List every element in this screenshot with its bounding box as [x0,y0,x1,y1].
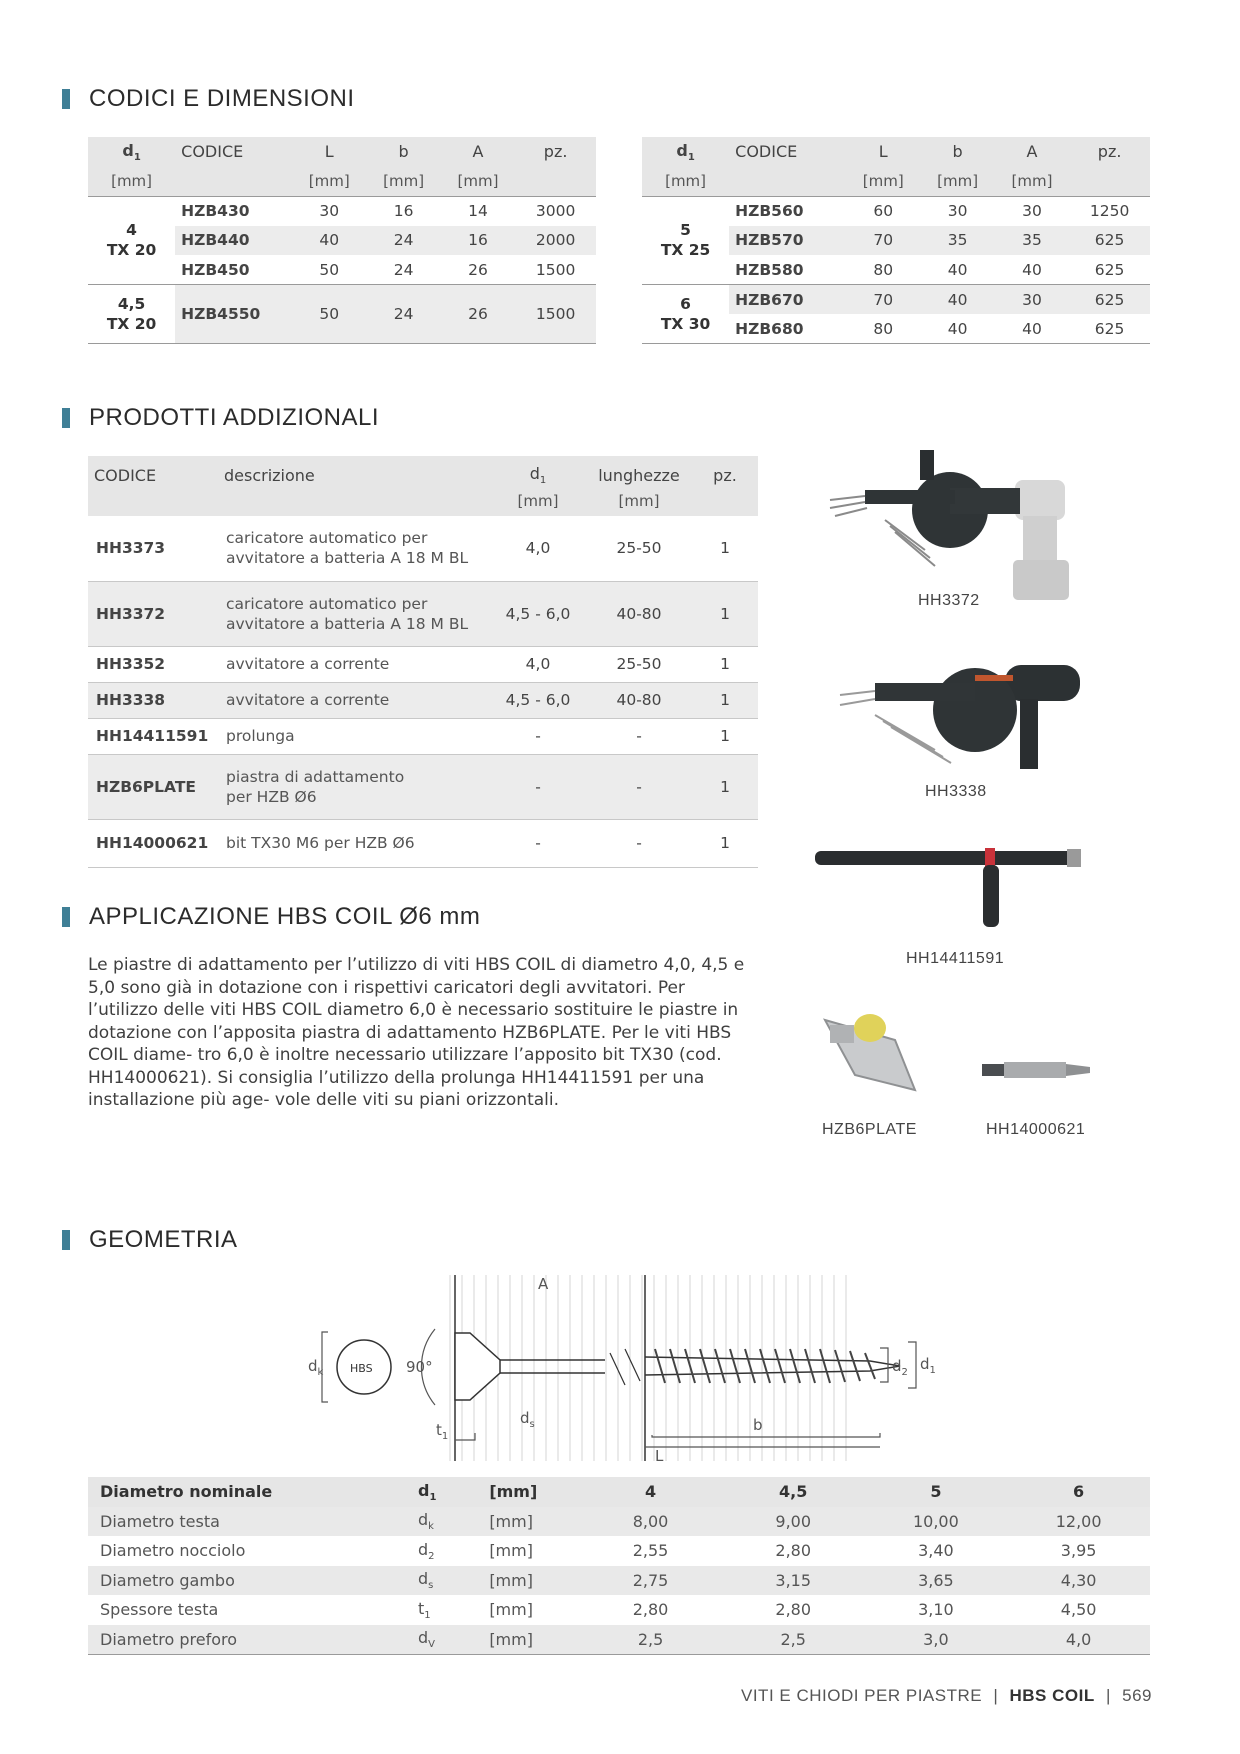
row-sym: $t_1$ [417,1598,431,1621]
row-sym: $d_2$ [417,1539,435,1562]
unit-d1: [mm] [517,492,559,511]
row-value: 3,95 [1060,1541,1097,1561]
d1-group: 6 TX 30 [642,285,729,344]
product-image-hh3372 [825,450,1075,605]
section-title-geometry [62,1226,238,1254]
unit-b: [mm] [937,172,979,190]
b-cell: 30 [920,196,994,226]
table-row [642,285,1150,315]
unit-d1: [mm] [111,172,153,190]
code-cell: HZB670 [729,285,846,315]
unit-L: [mm] [308,172,350,190]
geometry-header-sym: $d_1$ [417,1480,437,1503]
table-row [88,819,758,867]
row-value: 12,00 [1007,1507,1150,1537]
svg-text:A: A [538,1275,549,1293]
col-b: b [398,142,409,162]
pz-cell: 2000 [515,226,596,256]
application-paragraph: Le piastre di adattamento per l’utilizzo di viti HBS COIL di diametro 4,0, 4,5 e 5,0 sono già in dotazione con i rispettivi caricatori degli avvitatori. Per l’utilizzo delle viti HBS COIL diametro 6,0 è necessario sostituire le piastre in dotazione con l’apposita piastra di adattamento HZB6PLATE. Per le viti HBS COIL diame- tro 6,0 è inoltre necessario utilizzare l’apposito bit TX30 (cod. HH14000621). Si consiglia l’utilizzo della prolunga HH14411591 per una installazione più age- vole delle viti su piani orizzontali. [88,955,745,1110]
code-cell: HH3373 [88,516,218,581]
unit-d1: [mm] [665,172,707,190]
table-row [88,285,596,344]
col-d1: $d_1$ [122,140,141,163]
row-value: 2,75 [579,1566,722,1596]
row-value: 3,65 [865,1566,1008,1596]
A-cell: 40 [1022,319,1042,338]
screw-drawing [300,1265,960,1465]
section-title-text: CODICI E DIMENSIONI [89,85,355,112]
col-A: A [472,142,484,162]
row-label: Diametro preforo [88,1625,406,1655]
row-value: 4,30 [1007,1566,1150,1596]
d1-cell: 4,5 - 6,0 [490,682,586,718]
desc-cell: avvitatore a corrente [218,646,490,682]
footer-product: HBS COIL [1009,1686,1095,1705]
col-pz: pz. [713,465,737,485]
row-value: 9,00 [722,1507,865,1537]
row-sym: $d_V$ [406,1625,477,1655]
L-cell: 50 [319,260,340,279]
section-marker [62,907,70,927]
col-d1: $d_1$ [529,464,547,487]
row-value: 2,5 [722,1625,865,1655]
code-cell: HH3352 [88,646,218,682]
b-cell: 16 [366,196,440,226]
image-label-hzb6plate: HZB6PLATE [822,1121,917,1138]
col-pz: pz. [543,142,568,162]
A-cell: 40 [1022,260,1042,279]
col-lunghezze: lunghezze [598,465,680,485]
code-cell: HH14000621 [88,819,218,867]
col-d1: $d_1$ [676,140,695,163]
A-cell: 30 [995,196,1069,226]
table-row [88,1507,1150,1537]
pz-cell: 1 [692,581,758,646]
L-cell: 50 [292,285,366,344]
code-cell: HZB560 [729,196,846,226]
len-cell: 25-50 [586,516,692,581]
row-value: 10,00 [865,1507,1008,1537]
unit-empty [175,167,292,197]
row-label: Diametro nocciolo [100,1541,246,1561]
pz-cell: 625 [1094,260,1125,279]
pz-cell: 1 [692,718,758,754]
section-marker [62,408,70,428]
col-codice: CODICE [94,465,157,485]
section-title-additional [62,404,379,432]
b-cell: 40 [947,319,968,338]
col-L: L [878,142,888,162]
additional-products-table [88,456,758,868]
row-value: 2,80 [775,1541,812,1561]
d1-cell: - [490,718,586,754]
table-row [88,754,758,819]
code-cell: HH3338 [88,682,218,718]
A-cell: 35 [995,226,1069,256]
code-cell: HH14411591 [88,718,218,754]
row-value: 4,0 [1007,1625,1150,1655]
footer-category: VITI E CHIODI PER PIASTRE [741,1686,983,1705]
d1-cell: 4,0 [490,516,586,581]
pz-cell: 1500 [535,260,576,279]
unit-empty [729,167,846,197]
code-cell: HZB450 [181,260,250,279]
pz-cell: 625 [1094,319,1125,338]
image-label-hh14000621: HH14000621 [986,1121,1086,1138]
unit-empty [88,486,218,516]
A-cell: 30 [995,285,1069,315]
pz-cell: 625 [1069,285,1150,315]
col-L: L [324,142,334,162]
desc-cell: piastra di adattamento per HZB Ø6 [218,754,490,819]
b-cell: 24 [393,260,414,279]
pz-cell: 1 [692,819,758,867]
pz-cell: 1 [692,754,758,819]
geometry-col: 4,5 [779,1482,808,1502]
row-sym: $d_s$ [406,1566,477,1596]
table-row [642,196,1150,226]
L-cell: 80 [873,260,894,279]
row-label: Diametro testa [88,1507,406,1537]
row-unit: [mm] [489,1541,533,1561]
row-unit: [mm] [489,1600,533,1620]
svg-text:L: L [655,1447,664,1465]
unit-A: [mm] [1011,172,1053,190]
pz-cell: 625 [1069,226,1150,256]
pz-cell: 1 [692,646,758,682]
geometry-col: 4 [644,1482,657,1502]
code-cell: HZB570 [729,226,846,256]
row-label: Diametro gambo [88,1566,406,1596]
unit-L: [mm] [862,172,904,190]
col-A: A [1026,142,1038,162]
product-image-hzb6plate [815,1000,925,1110]
L-cell: 60 [846,196,920,226]
len-cell: 25-50 [586,646,692,682]
col-pz: pz. [1097,142,1122,162]
col-descrizione: descrizione [224,465,315,485]
unit-A: [mm] [457,172,499,190]
footer-separator: | [1105,1686,1111,1705]
geometry-col: 6 [1073,1482,1085,1502]
geometry-col: 5 [930,1482,942,1502]
table-row [88,646,758,682]
desc-cell: avvitatore a corrente [218,682,490,718]
section-title-codes [62,85,355,113]
desc-cell: bit TX30 M6 per HZB Ø6 [218,819,490,867]
image-label-hh3338: HH3338 [925,783,987,800]
b-cell: 24 [366,285,440,344]
svg-text:d2: $d_2$ [892,1357,908,1378]
len-cell: - [586,754,692,819]
b-cell: 24 [366,226,440,256]
table-row [88,1536,1150,1566]
section-marker [62,1230,70,1250]
pz-cell: 1 [692,682,758,718]
section-title-text: GEOMETRIA [89,1226,238,1253]
d1-cell: - [490,754,586,819]
pz-cell: 1 [692,516,758,581]
row-value: 2,55 [632,1541,669,1561]
unit-empty [1069,167,1150,197]
pz-cell: 1500 [515,285,596,344]
section-title-text: PRODOTTI ADDIZIONALI [89,404,380,431]
row-value: 8,00 [579,1507,722,1537]
section-title-text: APPLICAZIONE HBS COIL Ø6 mm [89,903,481,930]
row-value: 3,0 [865,1625,1008,1655]
d1-cell: 4,5 - 6,0 [490,581,586,646]
svg-text:dk: $d_k$ [308,1357,324,1378]
row-value: 3,10 [918,1600,954,1620]
code-cell: HH3372 [88,581,218,646]
code-cell: HZB580 [735,260,804,279]
d1-group: 4,5 TX 20 [88,285,175,344]
svg-text:d1: $d_1$ [920,1355,936,1376]
table-row [88,718,758,754]
geometry-header-unit: [mm] [489,1482,538,1502]
A-cell: 16 [441,226,515,256]
unit-b: [mm] [383,172,425,190]
unit-empty [515,167,596,197]
b-cell: 40 [920,285,994,315]
L-cell: 70 [846,285,920,315]
code-cell: HZB4550 [175,285,292,344]
desc-cell: prolunga [218,718,490,754]
row-value: 4,50 [1060,1600,1097,1620]
page-number: 569 [1122,1686,1152,1705]
section-title-application [62,903,480,931]
code-cell: HZB6PLATE [88,754,218,819]
unit-lunghezze: [mm] [618,492,660,511]
code-cell: HZB440 [175,226,292,256]
svg-text:b: b [753,1416,763,1434]
len-cell: 40-80 [586,682,692,718]
b-cell: 35 [920,226,994,256]
pz-cell: 3000 [515,196,596,226]
pz-cell: 1250 [1069,196,1150,226]
col-codice: CODICE [735,142,798,162]
unit-empty [218,486,490,516]
L-cell: 30 [292,196,366,226]
row-unit: [mm] [477,1625,579,1655]
product-image-hh3338 [835,655,1085,785]
row-label: Spessore testa [100,1600,219,1620]
unit-empty [692,486,758,516]
code-cell: HZB680 [735,319,804,338]
len-cell: 40-80 [586,581,692,646]
A-cell: 14 [441,196,515,226]
desc-cell: caricatore automatico per avvitatore a batteria A 18 M BL [218,516,490,581]
d1-cell: 4,0 [490,646,586,682]
desc-cell: caricatore automatico per avvitatore a batteria A 18 M BL [218,581,490,646]
svg-text:ds: $d_s$ [520,1409,535,1430]
svg-text:t1: $t_1$ [436,1421,449,1442]
L-cell: 70 [846,226,920,256]
section-marker [62,89,70,109]
d1-cell: - [490,819,586,867]
table-row [88,581,758,646]
col-b: b [952,142,963,162]
row-unit: [mm] [477,1566,579,1596]
b-cell: 40 [947,260,968,279]
code-cell: HZB430 [175,196,292,226]
footer-separator: | [993,1686,999,1705]
L-cell: 80 [873,319,894,338]
codes-table-right [642,137,1150,344]
row-value: 2,5 [579,1625,722,1655]
table-row [88,196,596,226]
len-cell: - [586,718,692,754]
image-label-hh14411591: HH14411591 [906,950,1005,967]
row-value: 2,80 [775,1600,812,1620]
len-cell: - [586,819,692,867]
table-row [88,516,758,581]
table-row [88,1625,1150,1655]
row-unit: [mm] [477,1507,579,1537]
d1-group: 4 TX 20 [88,196,175,285]
svg-text:90°: 90° [406,1358,433,1376]
geometry-table [88,1477,1150,1655]
product-image-hh14000621 [982,1058,1092,1082]
row-value: 3,15 [722,1566,865,1596]
row-value: 3,40 [918,1541,954,1561]
d1-group: 5 TX 25 [642,196,729,285]
geometry-header-label: Diametro nominale [100,1482,273,1502]
svg-text:HBS: HBS [350,1362,373,1375]
page-footer [741,1686,1152,1706]
image-label-hh3372: HH3372 [918,592,980,609]
A-cell: 26 [441,285,515,344]
codes-table-left [88,137,596,344]
table-row [88,682,758,718]
row-value: 2,80 [632,1600,669,1620]
col-codice: CODICE [181,142,244,162]
product-image-hh14411591 [815,845,1085,940]
L-cell: 40 [292,226,366,256]
table-row [88,1566,1150,1596]
row-sym: $d_k$ [406,1507,477,1537]
A-cell: 26 [468,260,488,279]
table-row [88,1595,1150,1625]
